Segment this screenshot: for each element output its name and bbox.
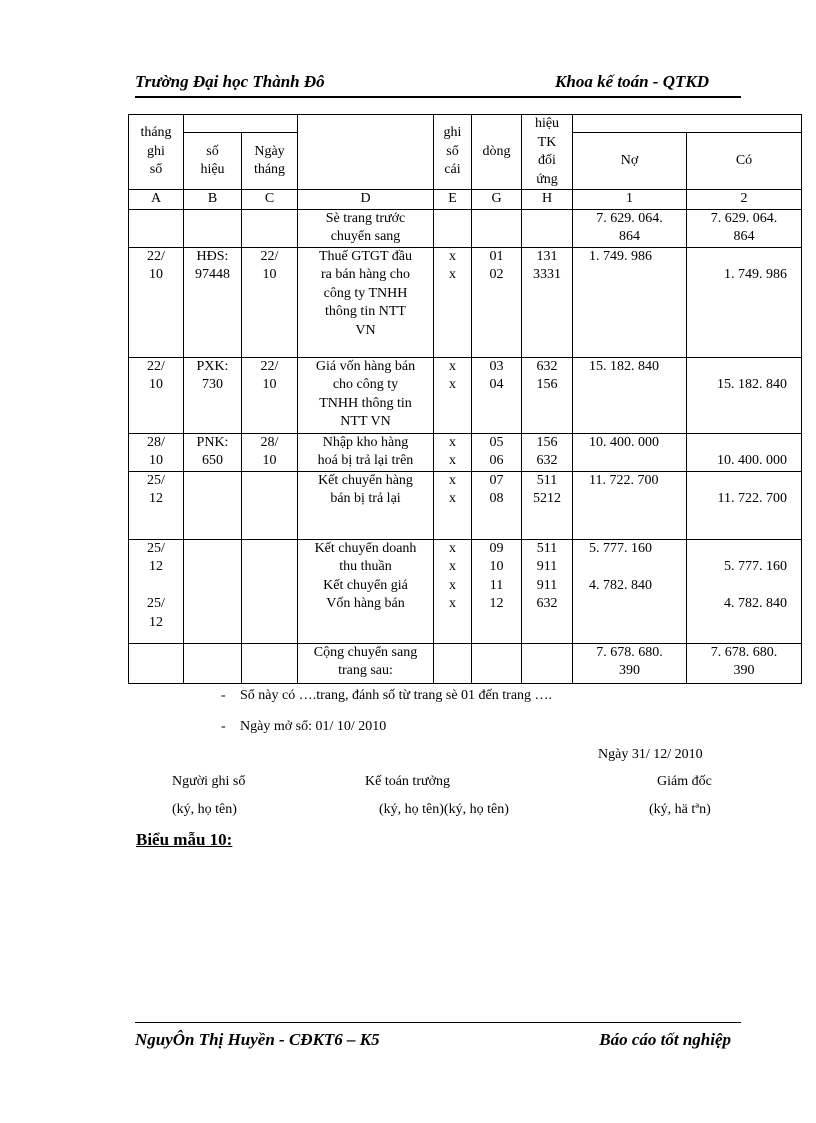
cell-account: 156 632	[522, 433, 573, 471]
cell-voucher-number: HĐS: 97448	[184, 247, 242, 357]
cell-ledger: x x x x	[434, 539, 472, 643]
cell-month	[129, 643, 184, 683]
cell-account: 632 156	[522, 357, 573, 433]
column-letter: B	[184, 190, 242, 210]
cell-voucher-date: 22/ 10	[242, 357, 298, 433]
cell-debit: 5. 777. 160 4. 782. 840	[573, 539, 687, 643]
header-department: Khoa kế toán - QTKD	[555, 72, 709, 91]
ledger-table	[128, 114, 802, 684]
cell-account: 131 3331	[522, 247, 573, 357]
column-letter: 2	[687, 190, 802, 210]
cell-account: 511 911 911 632	[522, 539, 573, 643]
cell-ledger: x x	[434, 471, 472, 539]
column-letter: H	[522, 190, 573, 210]
header-amount-group	[573, 115, 802, 133]
cell-voucher-date	[242, 643, 298, 683]
signature-hint-recorder: (ký, họ tên)	[172, 802, 237, 817]
header-ledger-entry: ghi sổ cái	[434, 115, 472, 190]
column-letter: G	[472, 190, 522, 210]
form-label: Biểu mẫu 10:	[136, 830, 233, 849]
header-school: Trường Đại học Thành Đô	[135, 72, 325, 91]
cell-voucher-date	[242, 471, 298, 539]
table-row	[129, 643, 802, 683]
header-voucher-date: Ngày tháng	[242, 133, 298, 190]
column-letter: D	[298, 190, 434, 210]
cell-month	[129, 209, 184, 247]
header-month-entry: tháng ghi sổ	[129, 115, 184, 190]
cell-account	[522, 209, 573, 247]
cell-debit: 1. 749. 986	[573, 247, 687, 357]
cell-description: Kết chuyển doanh thu thuần Kết chuyển giá Vốn hàng bán	[298, 539, 434, 643]
cell-debit: 7. 629. 064. 864	[573, 209, 687, 247]
signature-hint-director: (ký, hä tªn)	[649, 802, 711, 817]
cell-month: 22/ 10	[129, 247, 184, 357]
cell-account: 511 5212	[522, 471, 573, 539]
cell-ledger: x x	[434, 433, 472, 471]
cell-line: 05 06	[472, 433, 522, 471]
cell-line: 07 08	[472, 471, 522, 539]
table-row	[129, 539, 802, 643]
cell-credit: 15. 182. 840	[687, 357, 802, 433]
column-letter: 1	[573, 190, 687, 210]
column-letter: A	[129, 190, 184, 210]
cell-ledger: x x	[434, 247, 472, 357]
cell-credit: 5. 777. 160 4. 782. 840	[687, 539, 802, 643]
table-row	[129, 357, 802, 433]
cell-ledger	[434, 643, 472, 683]
cell-debit: 11. 722. 700	[573, 471, 687, 539]
cell-voucher-number	[184, 209, 242, 247]
cell-line	[472, 209, 522, 247]
footer-author: NguyÔn Thị Huyền - CĐKT6 – K5	[135, 1030, 380, 1049]
cell-credit: 7. 678. 680. 390	[687, 643, 802, 683]
cell-line	[472, 643, 522, 683]
cell-line: 01 02	[472, 247, 522, 357]
cell-voucher-number	[184, 539, 242, 643]
cell-voucher-date: 28/ 10	[242, 433, 298, 471]
cell-debit: 7. 678. 680. 390	[573, 643, 687, 683]
signature-hint-chief-accountant: (ký, họ tên)(ký, họ tên)	[379, 802, 509, 817]
column-letter: E	[434, 190, 472, 210]
note-bullet: -	[221, 719, 226, 734]
note-bullet: -	[221, 688, 226, 703]
cell-debit: 10. 400. 000	[573, 433, 687, 471]
cell-debit: 15. 182. 840	[573, 357, 687, 433]
cell-ledger: x x	[434, 357, 472, 433]
cell-description: Nhập kho hàng hoá bị trả lại trên	[298, 433, 434, 471]
table-row	[129, 247, 802, 357]
signature-role-recorder: Người ghi sổ	[172, 774, 246, 789]
cell-ledger	[434, 209, 472, 247]
header-contra-account: hiệu TK đối ứng	[522, 115, 573, 190]
signature-role-director: Giám đốc	[657, 774, 712, 789]
cell-credit: 10. 400. 000	[687, 433, 802, 471]
cell-credit: 7. 629. 064. 864	[687, 209, 802, 247]
cell-description: Giá vốn hàng bán cho công ty TNHH thông tin NTT VN	[298, 357, 434, 433]
cell-voucher-number	[184, 643, 242, 683]
cell-voucher-number: PXK: 730	[184, 357, 242, 433]
cell-month: 25/ 12	[129, 471, 184, 539]
cell-credit: 1. 749. 986	[687, 247, 802, 357]
table-row	[129, 433, 802, 471]
cell-month: 28/ 10	[129, 433, 184, 471]
page-header	[135, 70, 741, 98]
cell-voucher-number: PNK: 650	[184, 433, 242, 471]
note-open-date: Ngày mở sổ: 01/ 10/ 2010	[240, 719, 387, 734]
footer-report-title: Báo cáo tốt nghiệp	[599, 1030, 731, 1049]
header-voucher-number: số hiệu	[184, 133, 242, 190]
column-letters-row	[129, 190, 802, 210]
header-credit: Có	[687, 133, 802, 190]
cell-month: 22/ 10	[129, 357, 184, 433]
cell-credit: 11. 722. 700	[687, 471, 802, 539]
header-line: dòng	[472, 115, 522, 190]
cell-line: 03 04	[472, 357, 522, 433]
cell-account	[522, 643, 573, 683]
cell-voucher-number	[184, 471, 242, 539]
table-row	[129, 209, 802, 247]
cell-voucher-date: 22/ 10	[242, 247, 298, 357]
signature-role-chief-accountant: Kế toán trưởng	[365, 774, 450, 789]
signature-date: Ngày 31/ 12/ 2010	[598, 747, 703, 762]
cell-description: Cộng chuyển sang trang sau:	[298, 643, 434, 683]
column-letter: C	[242, 190, 298, 210]
table-row	[129, 471, 802, 539]
note-page-count: Sổ này có ….trang, đánh số từ trang sè 01 đến trang ….	[240, 688, 553, 703]
cell-voucher-date	[242, 539, 298, 643]
cell-line: 09 10 11 12	[472, 539, 522, 643]
header-debit: Nợ	[573, 133, 687, 190]
cell-description: Thuế GTGT đầu ra bán hàng cho công ty TNHH thông tin NTT VN	[298, 247, 434, 357]
cell-month: 25/ 12 25/ 12	[129, 539, 184, 643]
page-footer	[135, 1022, 741, 1053]
cell-description: Kết chuyển hàng bán bị trả lại	[298, 471, 434, 539]
cell-description: Sè trang trước chuyển sang	[298, 209, 434, 247]
cell-voucher-date	[242, 209, 298, 247]
header-voucher-group	[184, 115, 298, 133]
header-description	[298, 115, 434, 190]
